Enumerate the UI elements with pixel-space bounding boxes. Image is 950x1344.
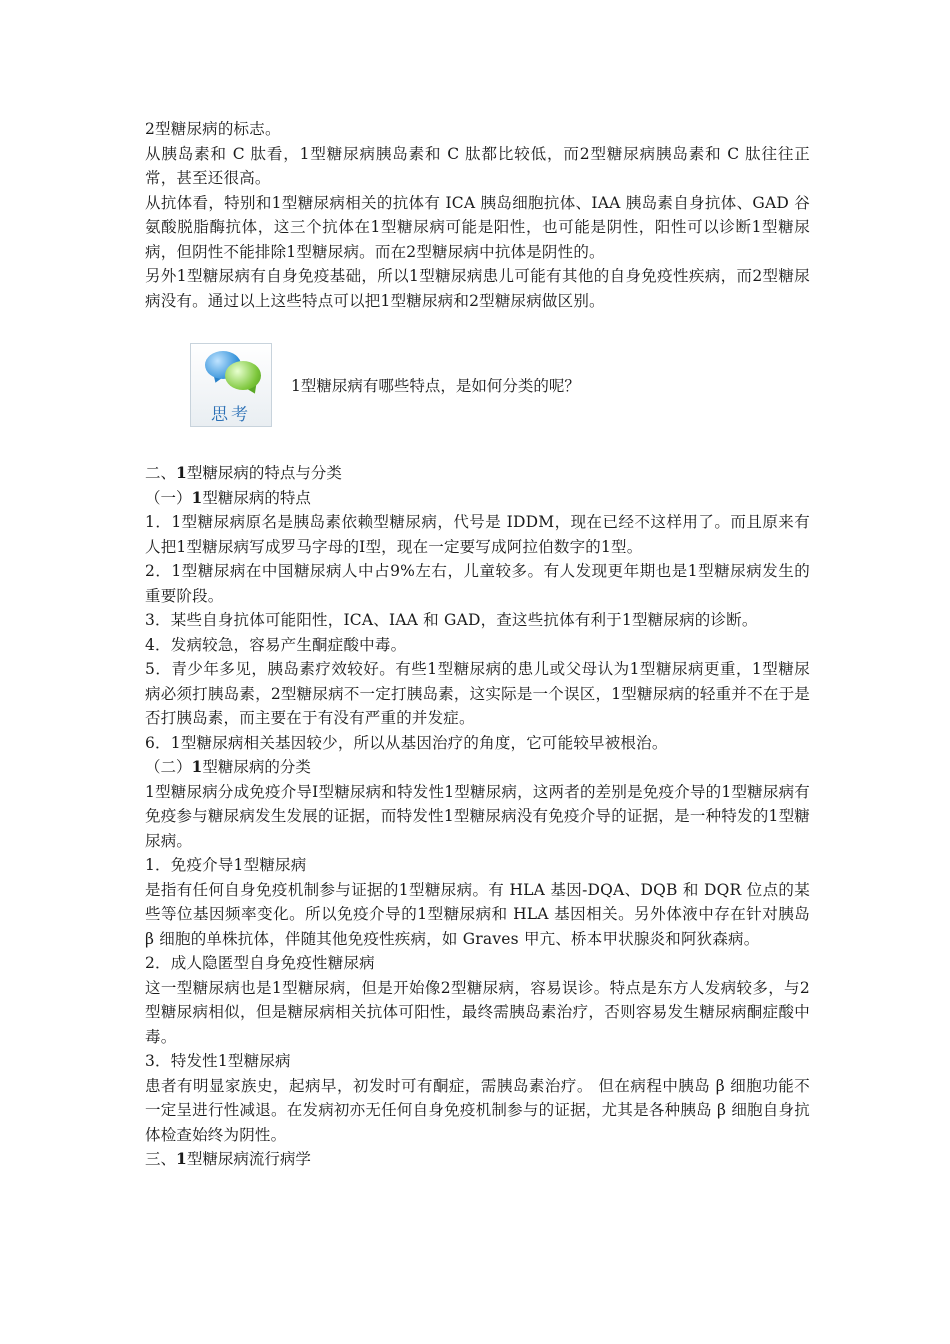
class-1-title: 1．免疫介导1型糖尿病 [145, 856, 307, 874]
think-question: 1型糖尿病有哪些特点，是如何分类的呢？ [291, 377, 580, 395]
class-3-title: 3．特发性1型糖尿病 [145, 1052, 291, 1070]
classification-intro: 1型糖尿病分成免疫介导Ⅰ型糖尿病和特发性1型糖尿病，这两者的差别是免疫介导的1型糖尿病有免疫参与糖尿病发生发展的证据，而特发性1型糖尿病没有免疫介导的证据，是一种特发的1型糖尿病。 [145, 782, 810, 850]
feature-item-2: 2．1型糖尿病在中国糖尿病人中占9%左右，儿童较多。有人发现更年期也是1型糖尿病发生的重要阶段。 [145, 562, 810, 605]
class-2-text: 这一型糖尿病也是1型糖尿病，但是开始像2型糖尿病，容易误诊。特点是东方人发病较多，与2型糖尿病相似，但是糖尿病相关抗体可阳性，最终需胰岛素治疗，否则容易发生糖尿病酮症酸中毒。 [145, 978, 810, 1046]
section-3-heading: 三、1型糖尿病流行病学 [145, 1149, 311, 1168]
think-icon-label: 思考 [211, 405, 251, 425]
subsection-classification-heading: （二）1型糖尿病的分类 [145, 757, 311, 776]
class-2-title: 2．成人隐匿型自身免疫性糖尿病 [145, 954, 375, 972]
intro-paragraph-4: 另外1型糖尿病有自身免疫基础，所以1型糖尿病患儿可能有其他的自身免疫性疾病，而2型糖尿病没有。通过以上这些特点可以把1型糖尿病和2型糖尿病做区别。 [145, 267, 810, 310]
intro-paragraph-3: 从抗体看，特别和1型糖尿病相关的抗体有 ICA 胰岛细胞抗体、IAA 胰岛素自身抗体、GAD 谷氨酸脱脂酶抗体，这三个抗体在1型糖尿病可能是阳性，也可能是阴性，阳性可以诊断1型糖尿病，但阴性不能排除1型糖尿病。而在2型糖尿病中抗体是阴性的。 [145, 193, 810, 261]
class-3-text: 患者有明显家族史，起病早，初发时可有酮症，需胰岛素治疗。 但在病程中胰岛 β 细胞功能不一定呈进行性减退。在发病初亦无任何自身免疫机制参与的证据，尤其是各种胰岛 β 细胞自身抗体检查始终为阴性。 [145, 1076, 810, 1144]
feature-item-3: 3．某些自身抗体可能阳性，ICA、IAA 和 GAD，查这些抗体有利于1型糖尿病的诊断。 [145, 611, 758, 629]
think-callout [190, 343, 810, 429]
class-1-text: 是指有任何自身免疫机制参与证据的1型糖尿病。有 HLA 基因-DQA、DQB 和 DQR 位点的某些等位基因频率变化。所以免疫介导的1型糖尿病和 HLA 基因相关。另外体液中存在针对胰岛 β 细胞的单株抗体，伴随其他免疫性疾病，如 Graves 甲亢、桥本甲状腺炎和阿狄森病。 [145, 880, 810, 948]
feature-item-1: 1．1型糖尿病原名是胰岛素依赖型糖尿病，代号是 IDDM，现在已经不这样用了。而且原来有人把1型糖尿病写成罗马字母的Ⅰ型，现在一定要写成阿拉伯数字的1型。 [145, 513, 810, 556]
think-chat-bubbles-icon [190, 343, 272, 427]
document-page [145, 117, 810, 1172]
subsection-features-heading: （一）1型糖尿病的特点 [145, 487, 311, 507]
feature-item-4: 4．发病较急，容易产生酮症酸中毒。 [145, 635, 407, 654]
feature-item-6: 6．1型糖尿病相关基因较少，所以从基因治疗的角度，它可能较早被根治。 [145, 733, 668, 752]
intro-paragraph-1: 2型糖尿病的标志。 [145, 120, 281, 138]
feature-item-5: 5．青少年多见，胰岛素疗效较好。有些1型糖尿病的患儿或父母认为1型糖尿病更重，1型糖尿病必须打胰岛素，2型糖尿病不一定打胰岛素，这实际是一个误区，1型糖尿病的轻重并不在于是否打胰岛素，而主要在于有没有严重的并发症。 [145, 660, 810, 727]
intro-paragraph-2: 从胰岛素和 C 肽看，1型糖尿病胰岛素和 C 肽都比较低，而2型糖尿病胰岛素和 C 肽往往正常，甚至还很高。 [145, 144, 810, 187]
section-2-heading: 二、1型糖尿病的特点与分类 [145, 463, 342, 482]
